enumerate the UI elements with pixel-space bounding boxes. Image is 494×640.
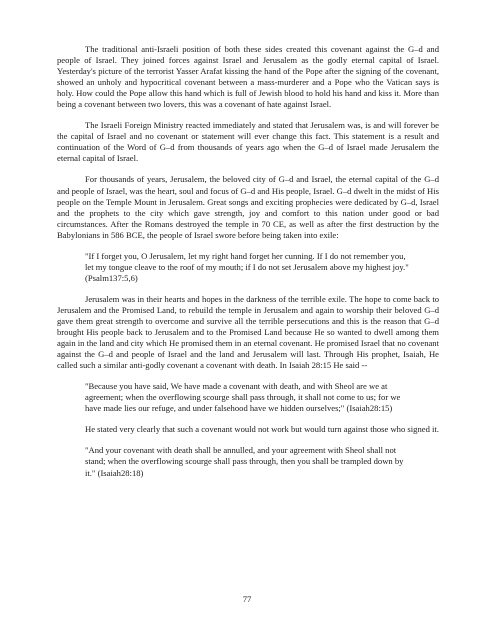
paragraph-covenant-fails: He stated very clearly that such a covenant would not work but would turn against those who signed it. [85, 424, 439, 435]
page-number: 77 [242, 594, 252, 604]
quote-isaiah-28-15: "Because you have said, We have made a covenant with death, and with Sheol are we at agreement; when the overflowing scourge shall pass through, it shall not come to us; for we have made lies our refuge, and under falsehood have we hidden ourselves;" (Isaiah28:15) [85, 381, 401, 414]
document-page [57, 44, 439, 489]
quote-isaiah-28-18: "And your covenant with death shall be annulled, and your agreement with Sheol shall not stand; when the overflowing scourge shall pass through, then you shall be trampled down by it." (Isaiah28:18) [85, 445, 404, 478]
quote-psalm-137: "If I forget you, O Jerusalem, let my right hand forget her cunning. If I do not remember you, let my tongue cleave to the roof of my mouth; if I do not set Jerusalem above my highest joy." (Psalm137:5,6) [85, 250, 409, 283]
paragraph-covenant-against-israel: The traditional anti-Israeli position of both these sides created this covenant against the G–d and people of Israel. They joined forces against Israel and Jerusalem as the godly eternal capital of Israel. Yesterday's picture of the terrorist Yasser Arafat kissing the hand of the Pope after the signing of the covenant, showed an unholy and hypocritical covenant between a mass-murderer and a Pope who the Vatican says is holy. How could the Pope allow this hand which is full of Jewish blood to hold his hand and kiss it. More than being a covenant between two lovers, this was a covenant of hate against Israel. [57, 44, 439, 110]
paragraph-foreign-ministry: The Israeli Foreign Ministry reacted immediately and stated that Jerusalem was, is and will forever be the capital of Israel and no covenant or statement will ever change this fact. This statement is a result and continuation of the Word of G–d from thousands of years ago when the G–d of Israel made Jerusalem the eternal capital of Israel. [57, 120, 439, 164]
paragraph-jerusalem-history: For thousands of years, Jerusalem, the beloved city of G–d and Israel, the eternal capital of the G–d and people of Israel, was the heart, soul and focus of G–d and His people, Israel. G–d dwelt in the midst of His people on the Temple Mount in Jerusalem. Great songs and exciting prophecies were dedicated by G–d, Israel and the prophets to the city which gave strength, joy and comfort to this nation under good or bad circumstances. After the Romans destroyed the temple in 70 CE, as well as after the first destruction by the Babylonians in 586 BCE, the people of Israel swore before being taken into exile: [57, 174, 439, 240]
paragraph-exile-hope: Jerusalem was in their hearts and hopes in the darkness of the terrible exile. The hope to come back to Jerusalem and the Promised Land, to rebuild the temple in Jerusalem and again to worship their beloved G–d gave them great strength to overcome and survive all the terrible persecutions and this is the reason that G–d brought His people back to Jerusalem and to the Promised Land because He so wanted to dwell among them again in the land and city which He promised them in an eternal covenant. He promised Israel that no covenant against the G–d and people of Israel and the land and Jerusalem will last. Through His prophet, Isaiah, He called such a similar anti-godly covenant a covenant with death. In Isaiah 28:15 He said -- [57, 293, 439, 371]
